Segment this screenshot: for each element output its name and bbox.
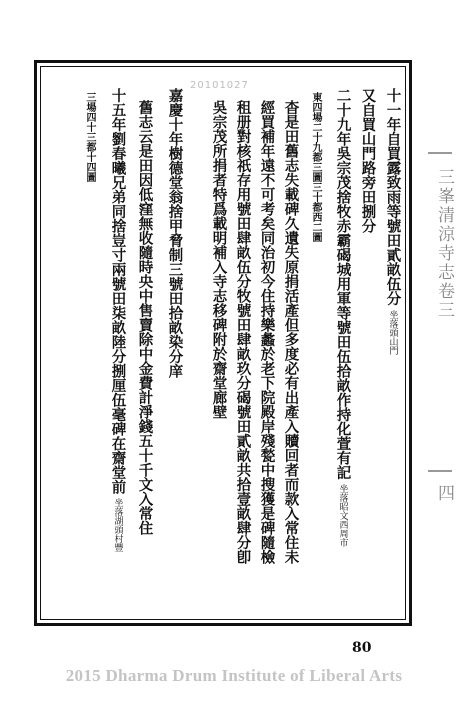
text-column-5 (283, 100, 298, 564)
text-column-12 (84, 92, 94, 182)
side-rule-top (428, 152, 452, 154)
text-column-2 (360, 88, 375, 233)
column-text: 十五年劉春曦兄弟同捨豈寸兩號田柒畝陸分捌厘伍毫碑在齋堂前 (109, 88, 127, 494)
text-column-6 (259, 100, 274, 564)
column-text: 舊志云是田因低窪無收隨時央中售賣除中金費計淨錢五十千文入常住 (136, 100, 154, 535)
column-text: 三場四十三都十四圖 (84, 92, 95, 182)
column-text: 東四場二十九都三圖三十都西二圖 (310, 92, 321, 242)
column-text: 租册對核祇存用號田肆畝伍分牧號田肆畝玖分碣號田貳畝共拾壹畝肆分卽 (234, 100, 252, 564)
column-text: 經買補年遠不可考矣同治初今住持樂蠡於老下院殿岸殘甃中搜獲是碑隨檢 (258, 100, 276, 564)
footer-credit: 2015 Dharma Drum Institute of Liberal Arts (65, 666, 403, 685)
column-text: 又自買山門路旁田捌分 (359, 88, 377, 233)
column-note: 坐落昭文西周市 (337, 483, 348, 547)
side-rule-bottom (428, 470, 452, 472)
text-column-3 (335, 88, 350, 547)
column-text: 杳是田舊志失載碑久遺失原捐活產但多度必有出產入贖回者而款入常住未 (282, 100, 300, 564)
column-text: 二十九年吳宗茂捨牧赤霸碣城用軍等號田伍拾畝作持化萱有記 (334, 88, 352, 480)
side-leaf-number: 四 (434, 484, 454, 501)
text-column-4 (310, 92, 320, 242)
side-title: 三峯清涼寺志卷三 (434, 168, 454, 320)
column-note: 坐落湖頭村豐 (112, 498, 123, 552)
column-text: 十一年自買露致雨等號田貳畝伍分 (384, 88, 402, 306)
text-column-8 (211, 100, 226, 419)
text-column-10 (137, 100, 152, 535)
column-text: 吳宗茂所捐者特爲載明補入寺志移碑附於齋堂廊壁 (210, 100, 228, 419)
text-column-7 (235, 100, 250, 564)
column-note: 坐落頭山門 (387, 309, 398, 355)
column-text: 嘉慶十年樹德堂翁捨甲脅制三號田拾畝染分庠 (166, 88, 184, 378)
text-column-11 (110, 88, 125, 552)
scan-watermark: 20101027 (190, 80, 249, 91)
page-number: 80 (352, 640, 372, 656)
text-column-9 (167, 88, 182, 378)
text-column-1 (385, 88, 400, 355)
